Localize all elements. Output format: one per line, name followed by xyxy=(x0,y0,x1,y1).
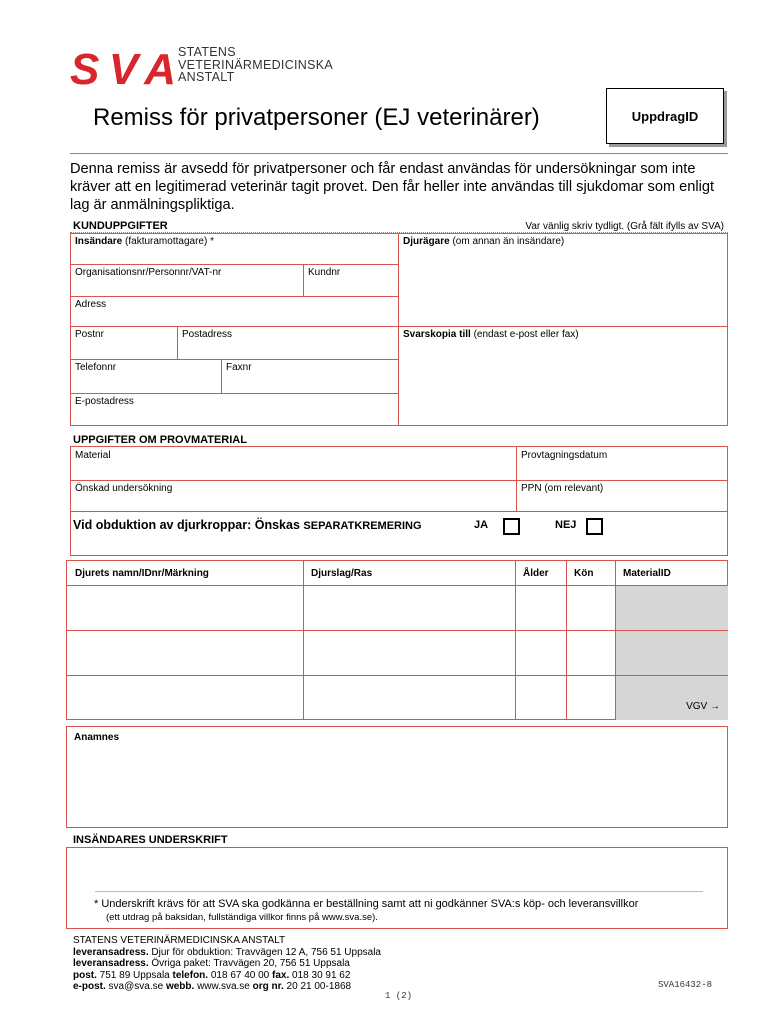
footer-post-value: 751 89 Uppsala xyxy=(96,969,173,981)
uppdrag-id-box xyxy=(606,88,724,144)
footer-webb-key: webb. xyxy=(165,981,195,992)
form-code: SVA16432-8 xyxy=(658,980,713,990)
postnr-label: Postnr xyxy=(75,329,104,340)
kundnr-label: Kundnr xyxy=(308,267,341,278)
postadress-field[interactable] xyxy=(178,327,236,342)
th-materialid: MaterialID xyxy=(623,568,671,579)
provtagningsdatum-label: Provtagningsdatum xyxy=(521,450,608,461)
footer-tel-key: telefon. xyxy=(172,969,209,981)
signature-subnote: (ett utdrag på baksidan, fullständiga villkor finns på www.sva.se). xyxy=(106,912,378,923)
svarskopia-label: Svarskopia till xyxy=(403,329,471,340)
footer-post-key: post. xyxy=(73,969,97,981)
logo-line-2: VETERINÄRMEDICINSKA xyxy=(178,57,334,72)
th-alder: Ålder xyxy=(523,568,549,579)
anamnes-box[interactable] xyxy=(66,726,728,828)
footer-org-value: 20 21 00-1868 xyxy=(283,981,352,992)
th-kon: Kön xyxy=(574,568,594,579)
postadress-label: Postadress xyxy=(182,329,233,340)
onskad-undersokning-label: Önskad undersökning xyxy=(75,483,173,494)
nej-label: NEJ xyxy=(555,519,577,531)
footer-l1-key: leveransadress. xyxy=(73,946,149,958)
vgv-label: VGV → xyxy=(686,701,720,712)
djuragare-label: Djurägare xyxy=(403,236,450,247)
logo-line-1: STATENS xyxy=(178,45,236,59)
signature-line xyxy=(95,891,703,892)
nej-checkbox[interactable] xyxy=(586,518,603,535)
material-field[interactable] xyxy=(71,448,115,463)
orgnr-label: Organisationsnr/Personnr/VAT-nr xyxy=(75,267,222,278)
telefon-field[interactable] xyxy=(71,360,120,375)
insandare-sub: (fakturamottagare) * xyxy=(122,236,214,247)
page-number: 1 (2) xyxy=(385,991,413,1001)
telefon-label: Telefonnr xyxy=(75,362,117,373)
adress-field[interactable] xyxy=(71,297,110,312)
provmaterial-box xyxy=(70,446,728,512)
fax-label: Faxnr xyxy=(226,362,252,373)
obduktion-question-text: Vid obduktion av djurkroppar: Önskas xyxy=(73,518,300,532)
footer-webb-value: www.sva.se xyxy=(194,981,253,992)
djuragare-field[interactable] xyxy=(399,234,568,249)
logo-text xyxy=(178,46,333,84)
ppn-field[interactable] xyxy=(517,481,607,496)
obduktion-question xyxy=(73,518,422,532)
postnr-field[interactable] xyxy=(71,327,108,342)
djuragare-sub: (om annan än insändare) xyxy=(449,236,565,247)
th-djurets-namn: Djurets namn/IDnr/Märkning xyxy=(75,568,209,579)
footer-tel-value: 018 67 40 00 xyxy=(208,969,273,981)
footer-name: STATENS VETERINÄRMEDICINSKA ANSTALT xyxy=(73,935,286,946)
footer-line-2 xyxy=(73,958,381,970)
signature-note: * Underskrift krävs för att SVA ska godkänna er beställning samt att ni godkänner SVA:s köp- och leveransvillkor xyxy=(94,898,639,910)
adress-label: Adress xyxy=(75,299,107,310)
svg-text:SVA: SVA xyxy=(70,48,174,88)
svarskopia-field[interactable] xyxy=(399,327,583,342)
signature-heading: INSÄNDARES UNDERSKRIFT xyxy=(73,834,228,846)
kunduppgifter-heading: KUNDUPPGIFTER xyxy=(73,220,168,232)
footer-epost-value: sva@sva.se xyxy=(105,981,166,992)
footer-line-1 xyxy=(73,947,381,959)
svarskopia-sub: (endast e-post eller fax) xyxy=(470,329,579,340)
provmaterial-heading: UPPGIFTER OM PROVMATERIAL xyxy=(73,434,247,446)
uppdrag-id-label: UppdragID xyxy=(631,109,699,124)
separatkremering-label: SEPARATKREMERING xyxy=(303,520,422,532)
animal-table xyxy=(66,560,728,720)
footer-line-3 xyxy=(73,970,381,982)
title-divider xyxy=(70,153,728,154)
intro-text: Denna remiss är avsedd för privatpersoner och får endast användas för undersökningar som inte kräver att en legitimerad veterinär tagit provet. Den får heller inte användas till sjukdomar som enligt lag är anmälningspliktiga. xyxy=(70,161,715,213)
footer-l2-key: leveransadress. xyxy=(73,958,149,969)
kundnr-field[interactable] xyxy=(304,265,344,280)
insandare-label: Insändare xyxy=(75,236,123,247)
footer-fax-value: 018 30 91 62 xyxy=(289,969,351,981)
kunduppgifter-box xyxy=(70,233,728,426)
footer-l2-value: Övriga paket: Travvägen 20, 756 51 Uppsala xyxy=(148,958,350,969)
footer-org-key: org nr. xyxy=(252,981,284,992)
footer-l1-value: Djur för obduktion: Travvägen 12 A, 756 51 Uppsala xyxy=(148,946,381,958)
ja-checkbox[interactable] xyxy=(503,518,520,535)
anamnes-label: Anamnes xyxy=(74,732,120,743)
insandare-field[interactable] xyxy=(71,234,218,249)
footer-line-4 xyxy=(73,981,381,993)
ppn-label: PPN (om relevant) xyxy=(521,483,604,494)
material-label: Material xyxy=(75,450,111,461)
fax-field[interactable] xyxy=(222,360,256,375)
footer-fax-key: fax. xyxy=(272,969,290,981)
onskad-undersokning-field[interactable] xyxy=(71,481,176,496)
logo-line-3: ANSTALT xyxy=(178,70,235,84)
fill-instruction-note: Var vänlig skriv tydligt. (Grå fält ifylls av SVA) xyxy=(525,221,724,232)
footer-address xyxy=(73,935,381,993)
ja-label: JA xyxy=(474,519,489,531)
epost-field[interactable] xyxy=(71,394,138,409)
sva-logo-mark xyxy=(70,48,176,88)
orgnr-field[interactable] xyxy=(71,265,225,280)
epost-label: E-postadress xyxy=(75,396,134,407)
provtagningsdatum-field[interactable] xyxy=(517,448,611,463)
page-title: Remiss för privatpersoner (EJ veterinärer) xyxy=(93,104,540,131)
th-djurslag: Djurslag/Ras xyxy=(311,568,373,579)
footer-epost-key: e-post. xyxy=(73,981,106,992)
